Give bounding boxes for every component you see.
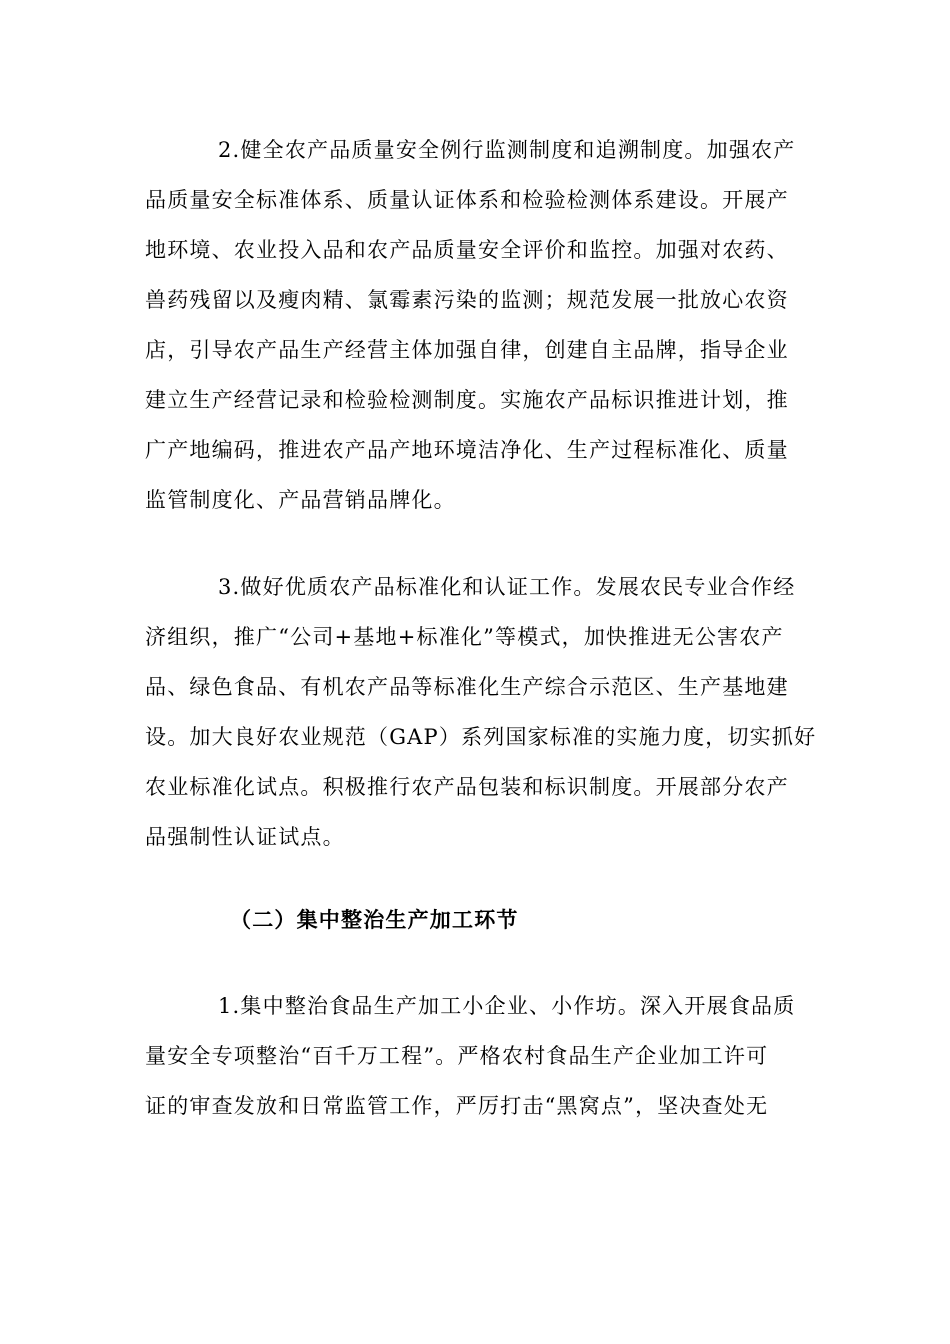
text-line: 济组织，推广“公司+基地+标准化”等模式，加快推进无公害农产 (145, 625, 784, 649)
text-line: 证的审查发放和日常监管工作，严厉打击“黑窝点”，坚决查处无 (145, 1094, 769, 1118)
text-line: 监管制度化、产品营销品牌化。 (145, 488, 456, 512)
section-heading: （二）集中整治生产加工环节 (230, 908, 519, 932)
paragraph-monitoring-traceability (145, 125, 807, 525)
text-line: 2.健全农产品质量安全例行监测制度和追溯制度。加强农产 (218, 138, 796, 162)
text-line: 1.集中整治食品生产加工小企业、小作坊。深入开展食品质 (218, 994, 796, 1018)
text-line: 设。加大良好农业规范（GAP）系列国家标准的实施力度，切实抓好 (145, 725, 817, 749)
text-line: 店，引导农产品生产经营主体加强自律，创建自主品牌，指导企业 (145, 338, 789, 362)
text-line: 兽药残留以及瘦肉精、氯霉素污染的监测；规范发展一批放心农资 (145, 288, 789, 312)
text-line: 品、绿色食品、有机农产品等标准化生产综合示范区、生产基地建 (145, 675, 789, 699)
text-line: 量安全专项整治“百千万工程”。严格农村食品生产企业加工许可 (145, 1044, 769, 1068)
paragraph-small-enterprises (145, 981, 807, 1131)
text-line: 建立生产经营记录和检验检测制度。实施农产品标识推进计划，推 (145, 388, 789, 412)
text-line: 农业标准化试点。积极推行农产品包装和标识制度。开展部分农产 (145, 775, 789, 799)
text-line: 3.做好优质农产品标准化和认证工作。发展农民专业合作经 (218, 575, 796, 599)
text-line: 品质量安全标准体系、质量认证体系和检验检测体系建设。开展产 (145, 188, 789, 212)
text-line: 品强制性认证试点。 (145, 825, 345, 849)
text-line: 广产地编码，推进农产品产地环境洁净化、生产过程标准化、质量 (145, 438, 789, 462)
paragraph-standardization-certification (145, 562, 817, 862)
text-line: 地环境、农业投入品和农产品质量安全评价和监控。加强对农药、 (145, 238, 789, 262)
